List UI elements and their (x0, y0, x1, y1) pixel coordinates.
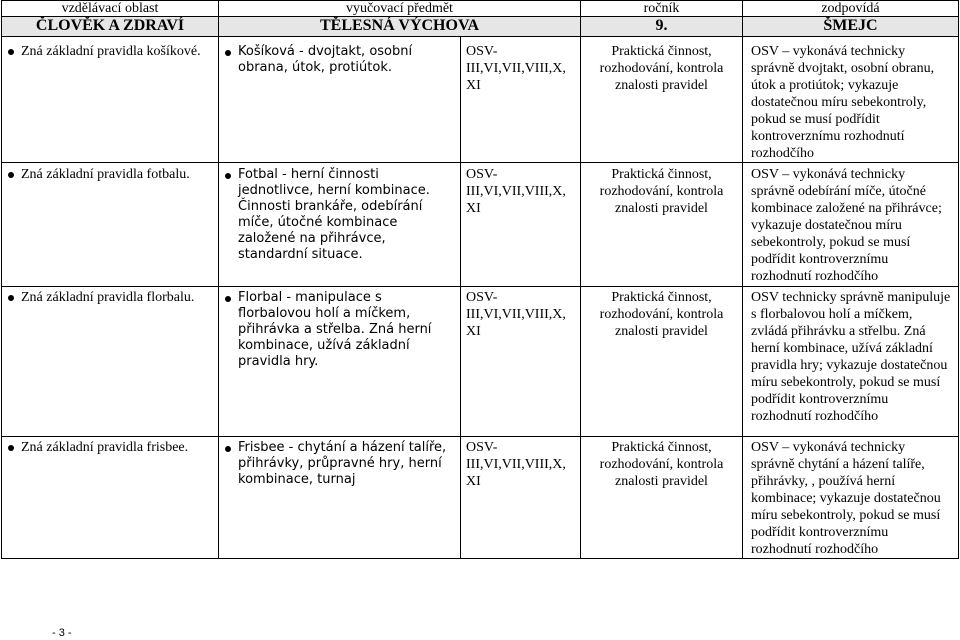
themes-cell: OSV-III,VI,VII,VIII,X, XI (461, 437, 581, 559)
curriculum-table (1, 0, 959, 559)
assessment-cell: OSV – vykonává technicky správně odebírání míče, útočné kombinace založené na přihrávce; vykazuje dostatečnou míru sebekontroly, pokud se musí podřídit kontroverznímu rozhodnutí rozhodčího (743, 163, 959, 287)
themes-cell: OSV-III,VI,VII,VIII,X, XI (461, 287, 581, 437)
header-label-area: vzdělávací oblast (2, 1, 219, 17)
bullet-icon (8, 295, 14, 301)
outcome-cell (2, 37, 219, 163)
header-value-subject: TĚLESNÁ VÝCHOVA (219, 17, 581, 37)
bullet-icon (8, 49, 14, 55)
assessment-cell: OSV – vykonává technicky správně chytání a házení talíře, přihrávky, , používá herní kombinace; vykazuje dostatečnou míru sebekontroly, pokud se musí podřídit kontroverznímu rozhodnutí rozhodčího (743, 437, 959, 559)
content-cell (219, 37, 461, 163)
methods-cell: Praktická činnost, rozhodování, kontrola znalosti pravidel (581, 37, 743, 163)
content-cell (219, 437, 461, 559)
bullet-icon (225, 50, 231, 56)
bullet-icon (8, 172, 14, 178)
header-label-responsible: zodpovídá (743, 1, 959, 17)
content-text: Florbal - manipulace s florbalovou holí a míčkem, přihrávka a střelba. Zná herní kombinace, užívá základní pravidla hry. (238, 290, 432, 369)
methods-cell: Praktická činnost, rozhodování, kontrola znalosti pravidel (581, 163, 743, 287)
table-row (2, 37, 959, 163)
assessment-cell: OSV technicky správně manipuluje s florbalovou holí a míčkem, zvládá přihrávku a střelbu. Zná herní kombinace, užívá základní pravidla hry; vykazuje dostatečnou míru sebekontroly, pokud se musí podřídit kontroverznímu rozhodnutí rozhodčího (743, 287, 959, 437)
header-label-grade: ročník (581, 1, 743, 17)
methods-cell: Praktická činnost, rozhodování, kontrola znalosti pravidel (581, 287, 743, 437)
bullet-icon (8, 445, 14, 451)
content-text: Frisbee - chytání a házení talíře, přihrávky, průpravné hry, herní kombinace, turnaj (238, 440, 447, 487)
outcome-cell (2, 163, 219, 287)
outcome-text: Zná základní pravidla florbalu. (21, 290, 195, 305)
bullet-icon (225, 296, 231, 302)
assessment-cell: OSV – vykonává technicky správně dvojtakt, osobní obranu, útok a protiútok; vykazuje dostatečnou míru sebekontroly, pokud se musí podřídit kontroverznímu rozhodnutí rozhodčího (743, 37, 959, 163)
header-value-responsible: ŠMEJC (743, 17, 959, 37)
outcome-text: Zná základní pravidla fotbalu. (21, 167, 190, 182)
content-cell (219, 287, 461, 437)
header-label-subject: vyučovací předmět (219, 1, 581, 17)
header-value-area: ČLOVĚK A ZDRAVÍ (2, 17, 219, 37)
themes-cell: OSV-III,VI,VII,VIII,X, XI (461, 163, 581, 287)
content-cell (219, 163, 461, 287)
table-row (2, 287, 959, 437)
outcome-cell (2, 437, 219, 559)
table-row (2, 163, 959, 287)
outcome-text: Zná základní pravidla košíkové. (21, 44, 201, 59)
content-text: Košíková - dvojtakt, osobní obrana, útok, protiútok. (238, 44, 413, 75)
outcome-text: Zná základní pravidla frisbee. (21, 440, 189, 455)
header-value-row (2, 17, 959, 37)
content-text: Fotbal - herní činnosti jednotlivce, herní kombinace. Činnosti brankáře, odebírání míče, útočné kombinace založené na přihrávce, standardní situace. (238, 167, 430, 262)
page-number: - 3 - (52, 627, 72, 639)
header-value-grade: 9. (581, 17, 743, 37)
bullet-icon (225, 173, 231, 179)
methods-cell: Praktická činnost, rozhodování, kontrola znalosti pravidel (581, 437, 743, 559)
themes-cell: OSV-III,VI,VII,VIII,X, XI (461, 37, 581, 163)
outcome-cell (2, 287, 219, 437)
header-label-row (2, 1, 959, 17)
bullet-icon (225, 446, 231, 452)
table-row (2, 437, 959, 559)
